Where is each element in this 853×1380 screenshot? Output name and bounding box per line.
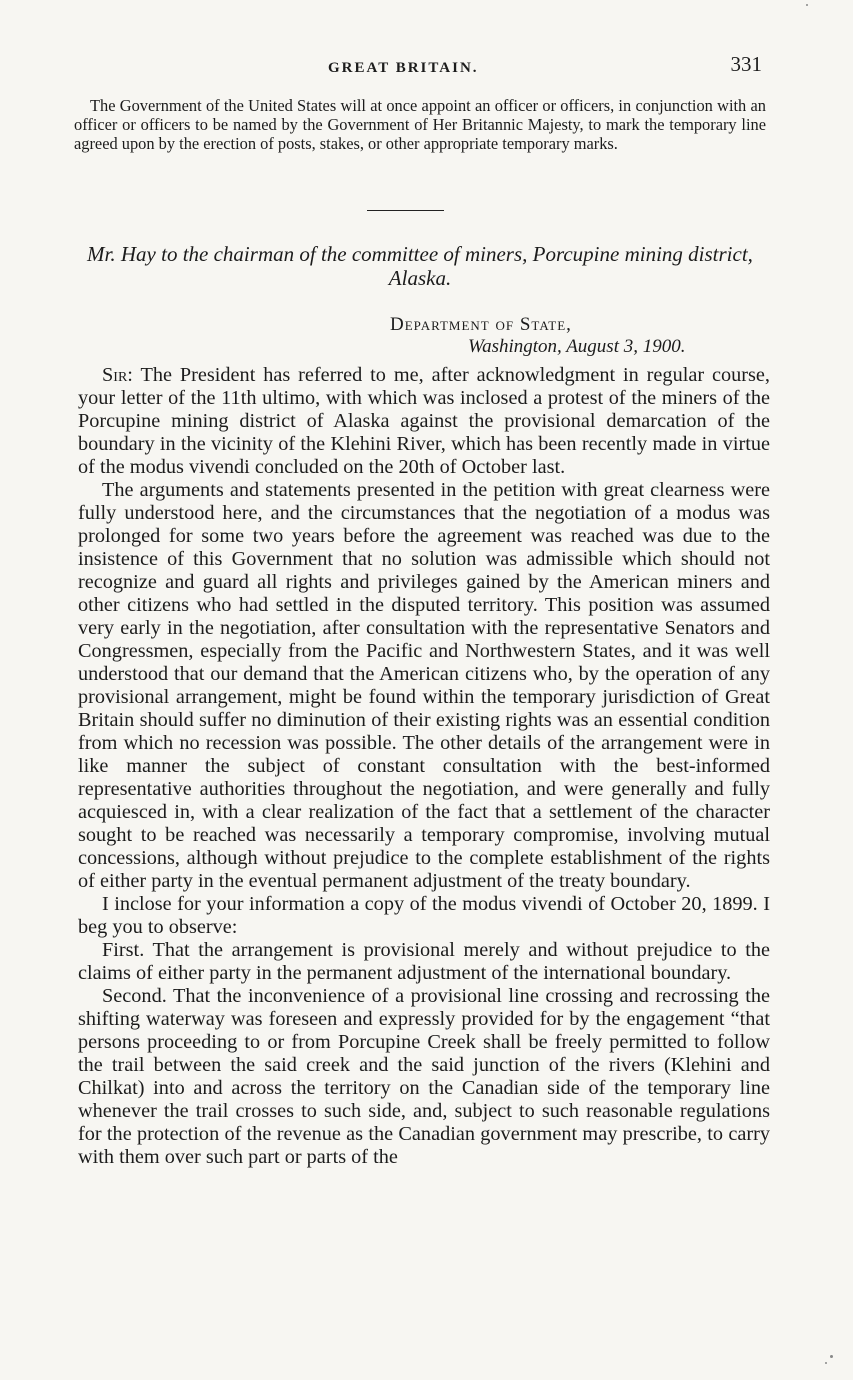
letter-title: Mr. Hay to the chairman of the committee of miners, Porcupine mining district, Alaska. (87, 242, 753, 290)
salutation: Sir: (102, 364, 133, 386)
department-line: Department of State, (390, 314, 572, 335)
intro-paragraph: The Government of the United States will at once appoint an officer or officers, in conjunction with an officer or officers to be named by the Government of Her Britannic Majesty, to mark the temporary line agreed upon by the erection of posts, stakes, or other appropriate temporary marks. (74, 96, 766, 153)
paragraph-3: I inclose for your information a copy of the modus vivendi of October 20, 1899. I beg you to observe: (78, 893, 770, 938)
paragraph-5: Second. That the inconvenience of a provisional line crossing and recrossing the shifting waterway was foreseen and expressly provided for by the engagement “that persons proceeding to or from Porcupine Creek shall be freely permitted to follow the trail between the said creek and the said junction of the rivers (Klehini and Chilkat) into and across the territory on the Canadian side of the temporary line whenever the trail crosses to such side, and, subject to such reasonable regulations for the protection of the revenue as the Canadian government may prescribe, to carry with them over such part or parts of the (78, 985, 770, 1168)
margin-speck (806, 4, 808, 6)
letter-body (78, 364, 770, 1169)
paragraph-4: First. That the arrangement is provisional merely and without prejudice to the claims of either party in the permanent adjustment of the international boundary. (78, 939, 770, 984)
paragraph-2: The arguments and statements presented in the petition with great clearness were fully understood here, and the circumstances that the negotiation of a modus was prolonged for some two years before the agreement was reached was due to the insistence of this Government that no solution was admissible which should not recognize and guard all rights and privileges gained by the American miners and other citizens who had settled in the disputed territory. This position was assumed very early in the negotiation, after consultation with the representative Senators and Congressmen, especially from the Pacific and Northwestern States, and it was well understood that our demand that the American citizens who, by the operation of any provisional arrangement, might be found within the temporary jurisdiction of Great Britain should suffer no diminution of their existing rights was an essential condition from which no recession was possible. The other details of the arrangement were in like manner the subject of constant consultation with the best-informed representative authorities throughout the negotiation, and were generally and fully acquiesced in, with a clear realization of the fact that a settlement of the character sought to be reached was necessarily a temporary compromise, involving mutual concessions, although without prejudice to the complete establishment of the rights of either party in the eventual permanent adjustment of the treaty boundary. (78, 479, 770, 892)
page-number: 331 (730, 52, 762, 76)
dateline (390, 314, 770, 358)
margin-speck (830, 1355, 833, 1358)
place-date-line: Washington, August 3, 1900. (468, 336, 686, 357)
paragraph-1-text: The President has referred to me, after acknowledgment in regular course, your letter of the 11th ultimo, with which was inclosed a protest of the miners of the Porcupine mining district of Alaska against the provisional demarcation of the boundary in the vicinity of the Klehini River, which has been recently made in virtue of the modus vivendi concluded on the 20th of October last. (78, 364, 770, 478)
section-divider (367, 210, 444, 211)
page-header (80, 52, 770, 82)
margin-speck (825, 1362, 827, 1364)
running-head: GREAT BRITAIN. (328, 60, 479, 76)
paragraph-1 (78, 364, 770, 479)
